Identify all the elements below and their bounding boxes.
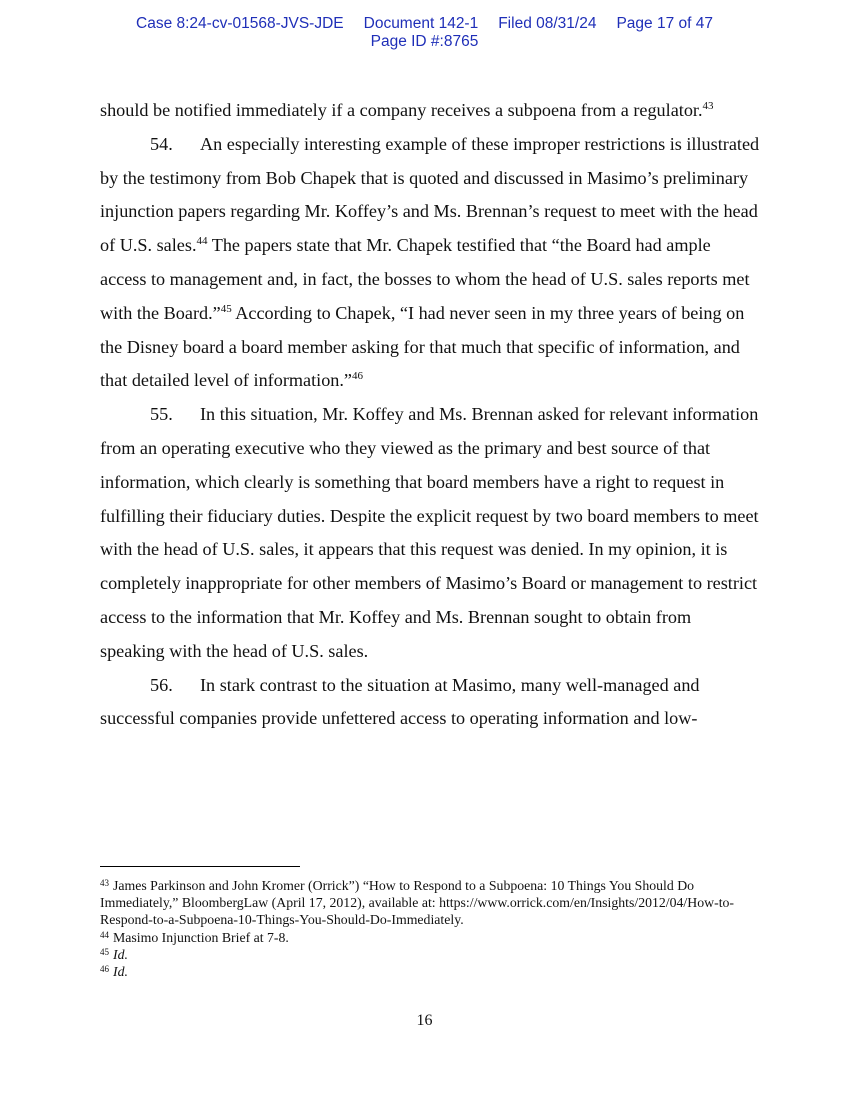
paragraph-number: 55. [150,404,173,425]
footnote-ref-45: 45 [220,302,232,315]
paragraph-55: 55. In this situation, Mr. Koffey and Ms. Brennan asked for relevant information from an operating executive who they viewed as the primary and best source of that information, which clearly is something that board members have a right to request in fulfilling their fiduciary duties. Despite the explicit request by two board members to meet with the head of U.S. sales, it appears that this request was denied. In my opinion, it is completely inappropriate for other members of Masimo’s Board or management to restrict access to the information that Mr. Koffey and Ms. Brennan sought to obtain from speaking with the head of U.S. sales. [100,398,760,668]
footnote-46: $^{46}$ Id. [100,964,128,980]
footnote-44: $^{44}$ Masimo Injunction Brief at 7-8. [100,929,289,945]
footnotes [100,877,760,980]
footnote-ref-46: 46 [352,370,364,383]
footnote-ref-43: 43 [702,100,714,112]
paragraph-number: 54. [150,133,173,154]
footnote-divider [100,866,300,867]
paragraph-56: 56. In stark contrast to the situation at Masimo, many well-managed and successful companies provide unfettered access to operating information and low- [100,669,760,737]
footnote-45: $^{45}$ Id. [100,946,128,962]
document-number: Document 142-1 [363,15,479,32]
page-number: 16 [416,1012,433,1029]
page-id: Page ID #:8765 [370,33,479,50]
page-count: Page 17 of 47 [616,15,713,32]
document-body [100,94,760,736]
filed-date: Filed 08/31/24 [498,15,597,32]
paragraph-continued: should be notified immediately if a company receives a subpoena from a regulator.$^{43}$ [100,100,714,120]
paragraph-number: 56. [150,674,173,695]
paragraph-54: 54. An especially interesting example of these improper restrictions is illustrated by the testimony from Bob Chapek that is quoted and discussed in Masimo’s preliminary injunction papers regarding Mr. Koffey’s and Ms. Brennan’s request to meet with the head of U.S. sales.$^{44}$ The papers state that Mr. Chapek testified that “the Board had ample access to management and, in fact, the bosses to whom the head of U.S. sales reports met with the Board.”$^{45}$ According to Chapek, “I had never seen in my three years of being on the Disney board a board member asking for that much that specific of information, and that detailed level of information.”$^{46}$ [100,128,760,398]
case-header [0,15,849,51]
case-number: Case 8:24-cv-01568-JVS-JDE [136,15,344,32]
footnote-ref-44: 44 [196,235,208,248]
footnote-43: $^{43}$ James Parkinson and John Kromer (Orrick”) “How to Respond to a Subpoena: 10 Things You Should Do Immediately,” BloombergLaw (April 17, 2012), available at: https://www.orrick.com/en/Insights/2012/04/How-to-Respond-to-a-Subpoena-10-Things-You-Should-Do-Immediately. [100,878,735,928]
